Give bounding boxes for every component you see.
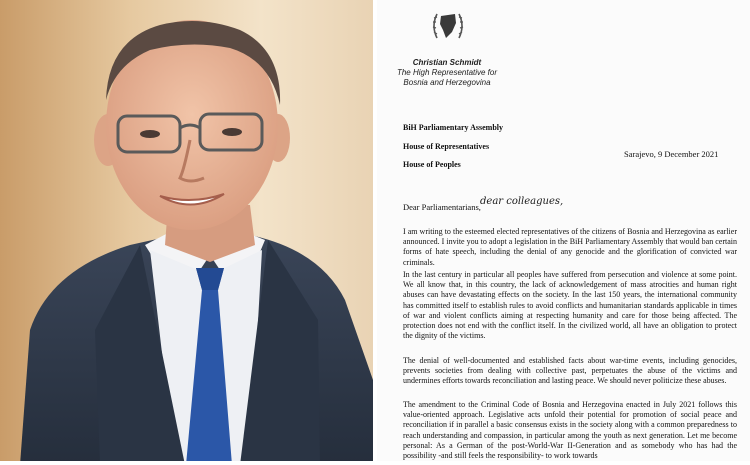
bottom-border (0, 461, 750, 465)
recipient-line-2: House of Representatives (403, 142, 490, 151)
handwritten-greeting: dear colleagues, (480, 196, 564, 207)
sender-title-line-1: The High Representative for (396, 68, 498, 77)
letter-date: Sarajevo, 9 December 2021 (624, 149, 719, 159)
recipient-line-3: House of Peoples (403, 160, 461, 169)
sender-block (377, 58, 517, 88)
portrait-photo (0, 0, 373, 465)
paragraph-4: The amendment to the Criminal Code of Bosnia and Herzegovina enacted in July 2021 follows this value-oriented approach. Legislative acts unfold their potential for promotion of social peace and reconciliation if in parallel a basic consensus exists in the society along with a common preparedness to reach understanding and compassion, in particular among the youth as next generation. Let me become personal: As a German of the post-World-War II-Generation and as somebody who has had the possibility -and still feels the responsibility- to work towards (403, 400, 737, 461)
sender-name: Christian Schmidt (412, 58, 482, 67)
paragraph-2: In the last century in particular all peoples have suffered from persecution and violence at some point. We all know that, in this country, the lack of acknowledgement of mass atrocities and human right abuses can have devastating effects on the society. In the last 150 years, the international community has committed itself to establish rules to avoid conflicts and humanitarian standards applicable in times of war and violent conflicts aiming at respecting humanity and care for those being affected. The protection does not end with the conflict itself. In the civilized world, all have an obligation to protect the dignity of the victims. (403, 270, 737, 341)
paragraph-3: The denial of well-documented and established facts about war-time events, including genocides, prevents societies from dealing with collective past, perpetuates the abuse of the victims and undermines efforts towards reconciliation and lasting peace. We should never politicize these abuses. (403, 356, 737, 386)
salutation: Dear Parliamentarians, (403, 202, 481, 212)
portrait-illustration (0, 0, 373, 465)
sender-title-line-2: Bosnia and Herzegovina (403, 78, 491, 87)
emblem-icon (429, 8, 467, 44)
recipient-line-1: BiH Parliamentary Assembly (403, 123, 503, 132)
paragraph-1: I am writing to the esteemed elected representatives of the citizens of Bosnia and Herzegovina as earlier announced. I invite you to adopt a legislation in the BiH Parliamentary Assembly that would ban certain forms of hate speech, including the denial of any genocide and the glorification of convicted war criminals. (403, 227, 737, 267)
